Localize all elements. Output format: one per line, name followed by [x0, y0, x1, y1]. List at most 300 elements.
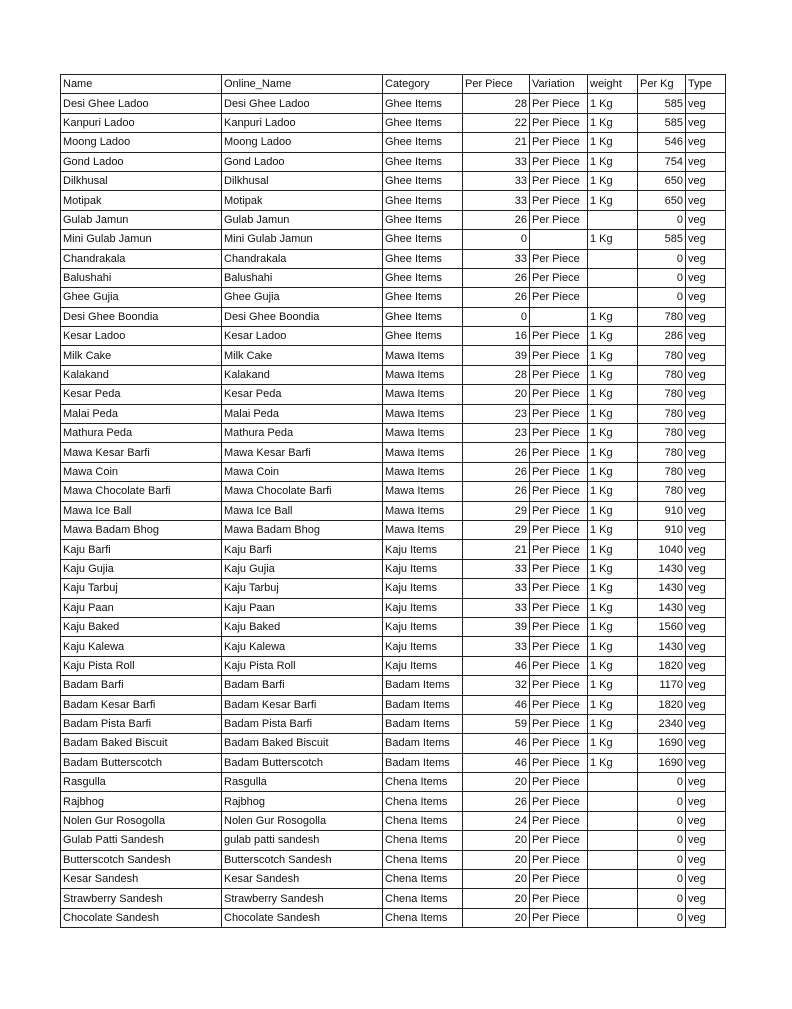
cell-variation: Per Piece: [530, 811, 588, 830]
cell-online-name: Mawa Chocolate Barfi: [222, 482, 383, 501]
cell-category: Ghee Items: [383, 191, 463, 210]
cell-category: Kaju Items: [383, 656, 463, 675]
cell-category: Ghee Items: [383, 133, 463, 152]
cell-online-name: Kaju Gujia: [222, 559, 383, 578]
cell-per-piece: 26: [463, 482, 530, 501]
cell-type: veg: [686, 889, 726, 908]
cell-per-kg: 0: [638, 870, 686, 889]
table-row: [61, 559, 726, 578]
cell-variation: Per Piece: [530, 889, 588, 908]
cell-type: veg: [686, 734, 726, 753]
cell-per-piece: 46: [463, 695, 530, 714]
cell-category: Badam Items: [383, 676, 463, 695]
cell-per-kg: 910: [638, 501, 686, 520]
cell-weight: 1 Kg: [588, 753, 638, 772]
cell-type: veg: [686, 94, 726, 113]
cell-name: Badam Barfi: [61, 676, 222, 695]
cell-category: Mawa Items: [383, 404, 463, 423]
table-row: [61, 482, 726, 501]
cell-type: veg: [686, 676, 726, 695]
cell-weight: [588, 811, 638, 830]
cell-per-piece: 46: [463, 734, 530, 753]
cell-name: Desi Ghee Boondia: [61, 307, 222, 326]
cell-per-kg: 650: [638, 171, 686, 190]
table-row: [61, 598, 726, 617]
cell-per-kg: 780: [638, 404, 686, 423]
cell-name: Mawa Badam Bhog: [61, 520, 222, 539]
table-row: [61, 230, 726, 249]
cell-category: Chena Items: [383, 792, 463, 811]
cell-type: veg: [686, 773, 726, 792]
table-row: [61, 734, 726, 753]
cell-name: Badam Pista Barfi: [61, 714, 222, 733]
table-body: [61, 94, 726, 928]
cell-name: Rasgulla: [61, 773, 222, 792]
cell-type: veg: [686, 501, 726, 520]
cell-name: Nolen Gur Rosogolla: [61, 811, 222, 830]
cell-type: veg: [686, 249, 726, 268]
cell-variation: Per Piece: [530, 210, 588, 229]
header-per-piece: Per Piece: [463, 75, 530, 94]
cell-name: Kaju Pista Roll: [61, 656, 222, 675]
cell-type: veg: [686, 268, 726, 287]
cell-name: Kesar Peda: [61, 385, 222, 404]
cell-type: veg: [686, 482, 726, 501]
cell-type: veg: [686, 424, 726, 443]
cell-variation: Per Piece: [530, 424, 588, 443]
cell-weight: [588, 889, 638, 908]
cell-weight: 1 Kg: [588, 559, 638, 578]
table-row: [61, 695, 726, 714]
cell-category: Mawa Items: [383, 424, 463, 443]
cell-type: veg: [686, 171, 726, 190]
cell-name: Ghee Gujia: [61, 288, 222, 307]
cell-online-name: Mawa Coin: [222, 462, 383, 481]
cell-online-name: Kaju Pista Roll: [222, 656, 383, 675]
header-row: [61, 75, 726, 94]
cell-type: veg: [686, 540, 726, 559]
cell-per-kg: 1690: [638, 753, 686, 772]
cell-online-name: Mawa Kesar Barfi: [222, 443, 383, 462]
cell-per-piece: 33: [463, 249, 530, 268]
cell-type: veg: [686, 404, 726, 423]
cell-name: Gond Ladoo: [61, 152, 222, 171]
cell-weight: 1 Kg: [588, 424, 638, 443]
cell-name: Malai Peda: [61, 404, 222, 423]
cell-category: Ghee Items: [383, 94, 463, 113]
cell-per-piece: 28: [463, 94, 530, 113]
cell-name: Kalakand: [61, 365, 222, 384]
product-table: [60, 74, 726, 928]
table-row: [61, 443, 726, 462]
table-row: [61, 133, 726, 152]
cell-name: Kesar Ladoo: [61, 327, 222, 346]
cell-per-kg: 0: [638, 773, 686, 792]
cell-weight: [588, 870, 638, 889]
cell-online-name: gulab patti sandesh: [222, 831, 383, 850]
cell-name: Kaju Gujia: [61, 559, 222, 578]
cell-online-name: Desi Ghee Boondia: [222, 307, 383, 326]
cell-type: veg: [686, 346, 726, 365]
cell-type: veg: [686, 598, 726, 617]
cell-category: Mawa Items: [383, 385, 463, 404]
cell-category: Badam Items: [383, 753, 463, 772]
cell-category: Ghee Items: [383, 288, 463, 307]
cell-weight: 1 Kg: [588, 579, 638, 598]
cell-type: veg: [686, 210, 726, 229]
table-row: [61, 617, 726, 636]
cell-weight: 1 Kg: [588, 734, 638, 753]
cell-type: veg: [686, 133, 726, 152]
cell-online-name: Gond Ladoo: [222, 152, 383, 171]
cell-variation: Per Piece: [530, 656, 588, 675]
cell-online-name: Badam Pista Barfi: [222, 714, 383, 733]
cell-weight: 1 Kg: [588, 307, 638, 326]
cell-type: veg: [686, 617, 726, 636]
cell-per-piece: 20: [463, 889, 530, 908]
cell-category: Ghee Items: [383, 152, 463, 171]
cell-type: veg: [686, 327, 726, 346]
cell-online-name: Malai Peda: [222, 404, 383, 423]
cell-variation: [530, 230, 588, 249]
cell-category: Kaju Items: [383, 617, 463, 636]
table-row: [61, 385, 726, 404]
table-row: [61, 753, 726, 772]
cell-type: veg: [686, 908, 726, 927]
table-row: [61, 540, 726, 559]
cell-type: veg: [686, 385, 726, 404]
table-row: [61, 656, 726, 675]
cell-category: Ghee Items: [383, 327, 463, 346]
cell-per-piece: 23: [463, 424, 530, 443]
cell-variation: Per Piece: [530, 579, 588, 598]
cell-weight: 1 Kg: [588, 714, 638, 733]
cell-category: Kaju Items: [383, 637, 463, 656]
cell-per-kg: 2340: [638, 714, 686, 733]
cell-weight: 1 Kg: [588, 327, 638, 346]
table-row: [61, 424, 726, 443]
cell-variation: Per Piece: [530, 753, 588, 772]
cell-per-kg: 754: [638, 152, 686, 171]
cell-category: Chena Items: [383, 773, 463, 792]
cell-per-kg: 0: [638, 889, 686, 908]
cell-weight: 1 Kg: [588, 520, 638, 539]
cell-per-kg: 780: [638, 462, 686, 481]
cell-category: Ghee Items: [383, 210, 463, 229]
table-row: [61, 889, 726, 908]
cell-name: Balushahi: [61, 268, 222, 287]
cell-weight: 1 Kg: [588, 482, 638, 501]
cell-category: Chena Items: [383, 908, 463, 927]
cell-variation: Per Piece: [530, 598, 588, 617]
cell-weight: 1 Kg: [588, 404, 638, 423]
cell-variation: Per Piece: [530, 365, 588, 384]
table-row: [61, 831, 726, 850]
cell-type: veg: [686, 152, 726, 171]
cell-name: Kaju Tarbuj: [61, 579, 222, 598]
table-row: [61, 288, 726, 307]
cell-online-name: Badam Baked Biscuit: [222, 734, 383, 753]
cell-category: Chena Items: [383, 811, 463, 830]
cell-weight: 1 Kg: [588, 133, 638, 152]
cell-name: Milk Cake: [61, 346, 222, 365]
cell-per-piece: 23: [463, 404, 530, 423]
cell-weight: 1 Kg: [588, 695, 638, 714]
cell-per-piece: 20: [463, 870, 530, 889]
cell-weight: 1 Kg: [588, 94, 638, 113]
cell-per-piece: 28: [463, 365, 530, 384]
cell-variation: Per Piece: [530, 501, 588, 520]
cell-per-piece: 26: [463, 443, 530, 462]
cell-per-piece: 33: [463, 191, 530, 210]
cell-type: veg: [686, 831, 726, 850]
cell-variation: Per Piece: [530, 113, 588, 132]
cell-weight: 1 Kg: [588, 385, 638, 404]
cell-per-kg: 0: [638, 249, 686, 268]
cell-per-piece: 26: [463, 288, 530, 307]
cell-category: Kaju Items: [383, 579, 463, 598]
cell-variation: Per Piece: [530, 327, 588, 346]
cell-type: veg: [686, 850, 726, 869]
cell-name: Desi Ghee Ladoo: [61, 94, 222, 113]
cell-type: veg: [686, 191, 726, 210]
cell-variation: Per Piece: [530, 171, 588, 190]
cell-online-name: Butterscotch Sandesh: [222, 850, 383, 869]
cell-variation: Per Piece: [530, 404, 588, 423]
cell-type: veg: [686, 307, 726, 326]
cell-variation: Per Piece: [530, 792, 588, 811]
cell-per-piece: 33: [463, 171, 530, 190]
cell-per-kg: 0: [638, 288, 686, 307]
cell-per-kg: 0: [638, 210, 686, 229]
cell-variation: Per Piece: [530, 637, 588, 656]
cell-per-piece: 33: [463, 152, 530, 171]
cell-per-piece: 16: [463, 327, 530, 346]
cell-weight: [588, 249, 638, 268]
table-row: [61, 792, 726, 811]
cell-type: veg: [686, 462, 726, 481]
cell-per-kg: 0: [638, 268, 686, 287]
cell-online-name: Kesar Sandesh: [222, 870, 383, 889]
cell-per-kg: 546: [638, 133, 686, 152]
cell-per-piece: 33: [463, 579, 530, 598]
table-row: [61, 520, 726, 539]
cell-name: Kesar Sandesh: [61, 870, 222, 889]
cell-variation: [530, 307, 588, 326]
cell-weight: 1 Kg: [588, 656, 638, 675]
table-row: [61, 850, 726, 869]
cell-category: Kaju Items: [383, 540, 463, 559]
cell-per-kg: 910: [638, 520, 686, 539]
table-row: [61, 94, 726, 113]
cell-per-kg: 780: [638, 307, 686, 326]
cell-per-piece: 26: [463, 462, 530, 481]
cell-online-name: Gulab Jamun: [222, 210, 383, 229]
cell-name: Mawa Kesar Barfi: [61, 443, 222, 462]
cell-variation: Per Piece: [530, 462, 588, 481]
table-row: [61, 811, 726, 830]
cell-online-name: Mini Gulab Jamun: [222, 230, 383, 249]
cell-name: Chandrakala: [61, 249, 222, 268]
cell-name: Chocolate Sandesh: [61, 908, 222, 927]
cell-per-kg: 780: [638, 482, 686, 501]
table-row: [61, 327, 726, 346]
cell-per-kg: 650: [638, 191, 686, 210]
cell-variation: Per Piece: [530, 268, 588, 287]
cell-type: veg: [686, 870, 726, 889]
cell-per-piece: 33: [463, 559, 530, 578]
cell-per-kg: 780: [638, 346, 686, 365]
cell-online-name: Kesar Ladoo: [222, 327, 383, 346]
cell-type: veg: [686, 365, 726, 384]
cell-per-piece: 22: [463, 113, 530, 132]
cell-weight: [588, 773, 638, 792]
cell-type: veg: [686, 443, 726, 462]
table-row: [61, 171, 726, 190]
cell-variation: Per Piece: [530, 191, 588, 210]
cell-variation: Per Piece: [530, 94, 588, 113]
cell-variation: Per Piece: [530, 773, 588, 792]
cell-category: Ghee Items: [383, 171, 463, 190]
cell-variation: Per Piece: [530, 831, 588, 850]
cell-online-name: Chocolate Sandesh: [222, 908, 383, 927]
cell-per-piece: 26: [463, 210, 530, 229]
cell-name: Mini Gulab Jamun: [61, 230, 222, 249]
cell-weight: 1 Kg: [588, 443, 638, 462]
cell-per-piece: 20: [463, 773, 530, 792]
cell-per-piece: 46: [463, 656, 530, 675]
cell-category: Ghee Items: [383, 230, 463, 249]
header-online-name: Online_Name: [222, 75, 383, 94]
table-row: [61, 346, 726, 365]
cell-name: Gulab Patti Sandesh: [61, 831, 222, 850]
cell-category: Badam Items: [383, 695, 463, 714]
cell-type: veg: [686, 230, 726, 249]
cell-per-kg: 1430: [638, 637, 686, 656]
cell-type: veg: [686, 792, 726, 811]
cell-category: Chena Items: [383, 889, 463, 908]
cell-type: veg: [686, 113, 726, 132]
cell-online-name: Chandrakala: [222, 249, 383, 268]
cell-per-piece: 33: [463, 598, 530, 617]
cell-per-piece: 39: [463, 617, 530, 636]
cell-online-name: Kalakand: [222, 365, 383, 384]
cell-type: veg: [686, 520, 726, 539]
cell-variation: Per Piece: [530, 133, 588, 152]
header-type: Type: [686, 75, 726, 94]
cell-per-piece: 24: [463, 811, 530, 830]
table-row: [61, 870, 726, 889]
cell-variation: Per Piece: [530, 540, 588, 559]
cell-per-kg: 1170: [638, 676, 686, 695]
cell-category: Ghee Items: [383, 113, 463, 132]
cell-online-name: Rasgulla: [222, 773, 383, 792]
cell-name: Kaju Baked: [61, 617, 222, 636]
cell-online-name: Mawa Badam Bhog: [222, 520, 383, 539]
cell-per-kg: 0: [638, 792, 686, 811]
cell-name: Dilkhusal: [61, 171, 222, 190]
cell-type: veg: [686, 637, 726, 656]
cell-weight: [588, 831, 638, 850]
cell-online-name: Badam Kesar Barfi: [222, 695, 383, 714]
cell-weight: 1 Kg: [588, 171, 638, 190]
table-row: [61, 113, 726, 132]
cell-name: Kaju Barfi: [61, 540, 222, 559]
cell-online-name: Milk Cake: [222, 346, 383, 365]
cell-category: Mawa Items: [383, 501, 463, 520]
cell-per-piece: 59: [463, 714, 530, 733]
cell-category: Mawa Items: [383, 443, 463, 462]
cell-per-piece: 29: [463, 520, 530, 539]
cell-variation: Per Piece: [530, 443, 588, 462]
cell-variation: Per Piece: [530, 520, 588, 539]
table-row: [61, 152, 726, 171]
cell-category: Ghee Items: [383, 249, 463, 268]
cell-weight: 1 Kg: [588, 191, 638, 210]
cell-variation: Per Piece: [530, 676, 588, 695]
cell-online-name: Kaju Paan: [222, 598, 383, 617]
cell-weight: 1 Kg: [588, 676, 638, 695]
header-weight: weight: [588, 75, 638, 94]
cell-name: Motipak: [61, 191, 222, 210]
cell-weight: 1 Kg: [588, 113, 638, 132]
cell-category: Chena Items: [383, 831, 463, 850]
cell-per-kg: 1040: [638, 540, 686, 559]
table-row: [61, 249, 726, 268]
table-row: [61, 404, 726, 423]
cell-name: Kanpuri Ladoo: [61, 113, 222, 132]
cell-per-piece: 0: [463, 230, 530, 249]
cell-category: Kaju Items: [383, 598, 463, 617]
cell-per-kg: 0: [638, 831, 686, 850]
cell-per-kg: 1820: [638, 695, 686, 714]
cell-weight: [588, 268, 638, 287]
cell-variation: Per Piece: [530, 870, 588, 889]
cell-online-name: Balushahi: [222, 268, 383, 287]
cell-per-kg: 0: [638, 850, 686, 869]
cell-category: Badam Items: [383, 714, 463, 733]
cell-variation: Per Piece: [530, 346, 588, 365]
cell-name: Mawa Chocolate Barfi: [61, 482, 222, 501]
cell-name: Kaju Kalewa: [61, 637, 222, 656]
cell-weight: [588, 792, 638, 811]
table-row: [61, 268, 726, 287]
cell-name: Badam Kesar Barfi: [61, 695, 222, 714]
table-row: [61, 637, 726, 656]
table-row: [61, 908, 726, 927]
cell-online-name: Moong Ladoo: [222, 133, 383, 152]
cell-type: veg: [686, 579, 726, 598]
cell-weight: [588, 288, 638, 307]
cell-per-piece: 0: [463, 307, 530, 326]
cell-category: Mawa Items: [383, 462, 463, 481]
cell-per-piece: 46: [463, 753, 530, 772]
cell-weight: 1 Kg: [588, 501, 638, 520]
table-row: [61, 579, 726, 598]
table-row: [61, 676, 726, 695]
cell-per-piece: 20: [463, 385, 530, 404]
table-row: [61, 365, 726, 384]
cell-online-name: Badam Barfi: [222, 676, 383, 695]
cell-online-name: Desi Ghee Ladoo: [222, 94, 383, 113]
cell-online-name: Strawberry Sandesh: [222, 889, 383, 908]
cell-per-kg: 780: [638, 365, 686, 384]
cell-category: Ghee Items: [383, 307, 463, 326]
cell-per-kg: 585: [638, 113, 686, 132]
cell-weight: 1 Kg: [588, 540, 638, 559]
cell-per-piece: 20: [463, 850, 530, 869]
cell-per-piece: 33: [463, 637, 530, 656]
